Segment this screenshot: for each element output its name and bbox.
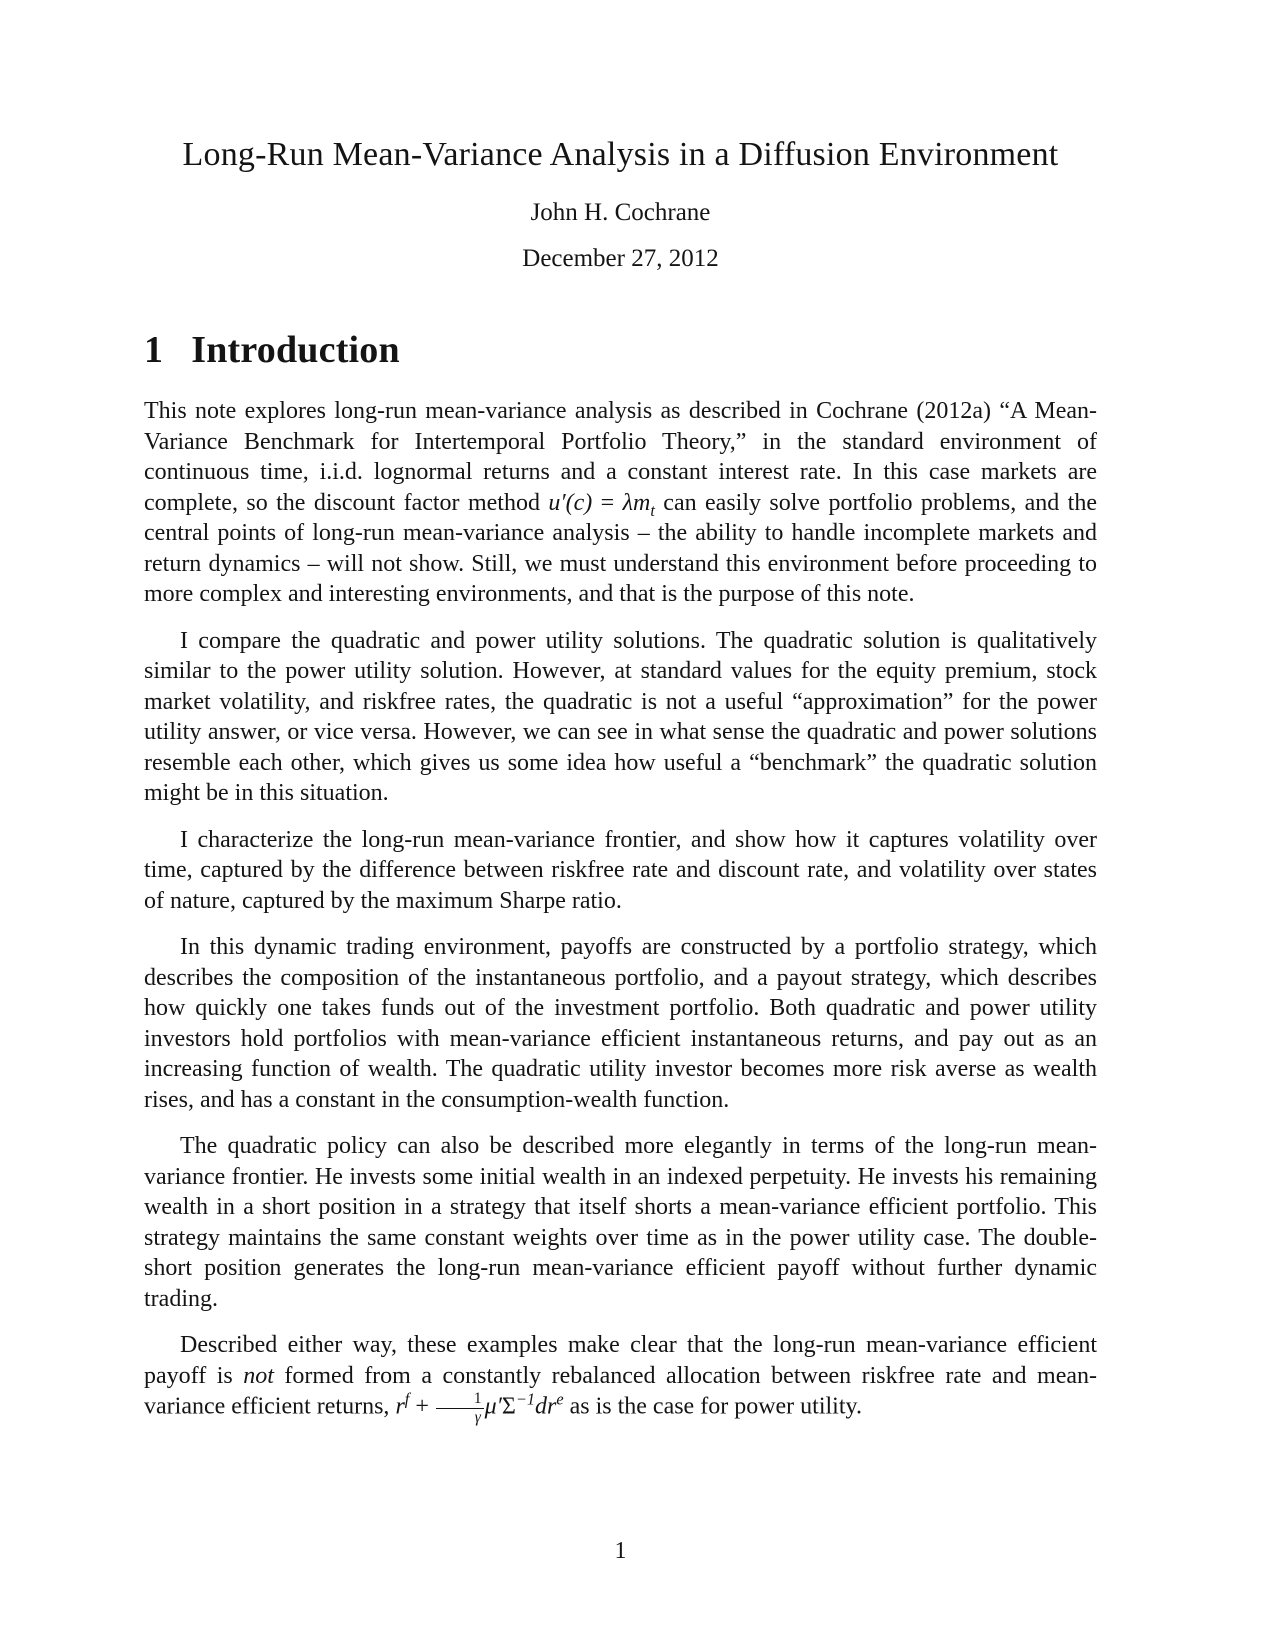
text-run: The quadratic policy can also be described more elegantly in terms of the long-run mean-variance frontier. He invests some initial wealth in an indexed perpetuity. He invests his remaining wealth in a short position in a strategy that itself shorts a mean-variance efficient portfolio. This strategy maintains the same constant weights over time as in the power utility case. The double-short position generates the long-run mean-variance efficient payoff without further dynamic trading. bbox=[144, 1133, 1097, 1312]
text-run: I characterize the long-run mean-variance frontier, and show how it captures volatility over time, captured by the difference between riskfree rate and discount rate, and volatility over states of nature, captured by the maximum Sharpe ratio. bbox=[144, 826, 1097, 914]
math-fraction bbox=[436, 1391, 484, 1426]
fraction-numerator: 1 bbox=[436, 1391, 484, 1409]
paper-author: John H. Cochrane bbox=[530, 199, 711, 226]
math-script: −1 bbox=[515, 1389, 535, 1409]
text-run: Σ bbox=[501, 1393, 516, 1420]
text-run: This note explores long-run mean-variance analysis as described in Cochrane (2012a) “A Mean-Variance Benchmark for Intertemporal Portfolio Theory,” in the standard environment of continuous time, i.i.d. lognormal returns and a constant interest rate. In this case markets are complete, so the discount factor method bbox=[144, 398, 1097, 516]
text-run: In this dynamic trading environment, payoffs are constructed by a portfolio strategy, which describes the composition of the instantaneous portfolio, and a payout strategy, which describes how quickly one takes funds out of the investment portfolio. Both quadratic and power utility investors hold portfolios with mean-variance efficient instantaneous returns, and pay out as an increasing function of wealth. The quadratic utility investor becomes more risk averse as wealth rises, and has a constant in the consumption-wealth function. bbox=[144, 934, 1097, 1113]
paragraph bbox=[144, 825, 1097, 917]
text-run: can easily solve portfolio problems, and the central points of long-run mean-variance analysis – the ability to handle incomplete markets and return dynamics – will not show. Still, we must understand this environment before proceeding to more complex and interesting environments, and that is the purpose of this note. bbox=[144, 489, 1097, 607]
paper-title: Long-Run Mean-Variance Analysis in a Diffusion Environment bbox=[182, 136, 1059, 173]
page-number: 1 bbox=[614, 1538, 627, 1564]
page-footer bbox=[144, 1538, 1097, 1565]
section-number: 1 bbox=[144, 329, 164, 371]
section-heading bbox=[144, 328, 400, 372]
paragraph bbox=[144, 1131, 1097, 1314]
math-script: t bbox=[650, 500, 655, 520]
math-inline: r bbox=[395, 1393, 405, 1420]
text-run: + bbox=[409, 1393, 435, 1420]
text-run: as is the case for power utility. bbox=[563, 1393, 862, 1420]
text-run: formed from a constantly rebalanced allocation between riskfree rate and mean-variance efficient returns, bbox=[144, 1362, 1098, 1420]
paper-date: December 27, 2012 bbox=[522, 245, 719, 272]
math-inline: dr bbox=[535, 1393, 557, 1420]
text-run: I compare the quadratic and power utility solutions. The quadratic solution is qualitatively similar to the power utility solution. However, at standard values for the equity premium, stock market volatility, and riskfree rates, the quadratic is not a useful “approximation” for the power utility answer, or vice versa. However, we can see in what sense the quadratic and power solutions resemble each other, which gives us some idea how useful a “benchmark” the quadratic solution might be in this situation. bbox=[144, 627, 1097, 806]
math-inline: μ′ bbox=[484, 1393, 502, 1420]
math-script: f bbox=[404, 1389, 410, 1409]
paragraph bbox=[144, 396, 1097, 610]
math-script: e bbox=[556, 1389, 564, 1409]
section-title: Introduction bbox=[191, 329, 400, 371]
fraction-denominator: γ bbox=[474, 1409, 481, 1427]
math-inline: u′(c) bbox=[548, 489, 593, 516]
paragraph bbox=[144, 626, 1097, 809]
text-run: = bbox=[592, 489, 623, 516]
emphasis-text: not bbox=[243, 1362, 274, 1389]
title-block bbox=[144, 132, 1097, 274]
section-body bbox=[144, 396, 1097, 1442]
paragraph bbox=[144, 1330, 1097, 1426]
text-run: Described either way, these examples make clear that the long-run mean-variance efficient payoff is bbox=[144, 1332, 1097, 1389]
math-inline: λm bbox=[622, 489, 651, 516]
paragraph bbox=[144, 932, 1097, 1115]
